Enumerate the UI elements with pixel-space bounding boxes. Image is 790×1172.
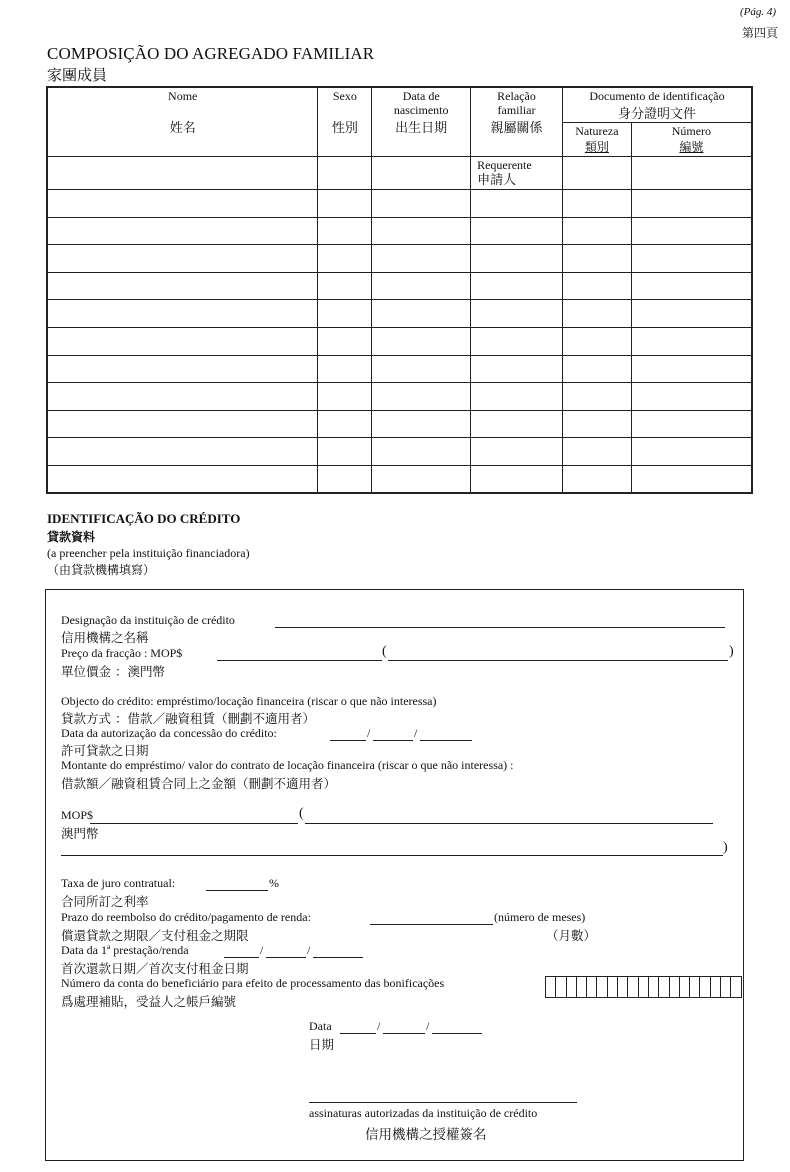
cell-doc-number[interactable] — [631, 383, 752, 411]
credit-note-zh: （由貸款機構填寫） — [47, 563, 156, 577]
table-row — [47, 465, 752, 493]
cell-name[interactable] — [47, 245, 318, 273]
header-number-pt: Número — [671, 124, 712, 138]
auth-date-label: Data da autorização da concessão do crédito: — [61, 726, 277, 740]
cell-relation[interactable] — [471, 355, 563, 383]
table-row — [47, 245, 752, 273]
cell-doc-nature[interactable] — [562, 355, 631, 383]
account-label: Número da conta do beneficiário para efeito de processamento das bonificações — [61, 976, 445, 990]
account-label-zh: 爲處理補貼，受益人之帳戶編號 — [61, 994, 237, 1009]
auth-date-month[interactable] — [373, 740, 413, 741]
price-label-zh: 單位價金 ：澳門幣 — [61, 664, 165, 679]
price-words-field[interactable] — [388, 660, 728, 661]
signature-field[interactable] — [309, 1102, 577, 1103]
cell-doc-nature[interactable] — [562, 300, 631, 328]
institution-label: Designação da instituição de crédito — [61, 613, 235, 627]
first-payment-day[interactable] — [224, 957, 259, 958]
amount-field[interactable] — [90, 823, 298, 824]
cell-doc-number[interactable] — [631, 245, 752, 273]
object-label: Objecto do crédito: empréstimo/locação financeira (riscar o que não interessa) — [61, 694, 437, 708]
cell-sex[interactable] — [318, 157, 372, 190]
cell-doc-nature[interactable] — [562, 272, 631, 300]
cell-name[interactable] — [47, 355, 318, 383]
cell-name[interactable] — [47, 157, 318, 190]
cell-name[interactable] — [47, 327, 318, 355]
header-number — [631, 123, 752, 157]
cell-relation[interactable] — [471, 465, 563, 493]
cell-dob[interactable] — [372, 383, 471, 411]
auth-date-year[interactable] — [420, 740, 472, 741]
cell-relation[interactable] — [471, 410, 563, 438]
account-number-boxes[interactable] — [545, 976, 742, 998]
cell-doc-number[interactable] — [631, 217, 752, 245]
cell-dob[interactable] — [372, 157, 471, 190]
account-digit-box[interactable] — [628, 977, 638, 997]
rate-label: Taxa de juro contratual: — [61, 876, 176, 890]
header-number-zh: 編號 — [679, 140, 704, 154]
signature-label-zh: 信用機構之授權簽名 — [365, 1127, 487, 1143]
cell-sex[interactable] — [318, 438, 372, 466]
cell-doc-nature[interactable] — [562, 245, 631, 273]
relation-applicant: Requerente — [477, 158, 532, 172]
cell-doc-number[interactable] — [631, 157, 752, 190]
account-digit-box[interactable] — [618, 977, 628, 997]
cell-name[interactable] — [47, 190, 318, 218]
table-row — [47, 190, 752, 218]
cell-name[interactable] — [47, 410, 318, 438]
cell-doc-nature[interactable] — [562, 190, 631, 218]
header-name-zh: 姓名 — [169, 121, 196, 136]
table-row — [47, 355, 752, 383]
cell-sex[interactable] — [318, 190, 372, 218]
cell-sex[interactable] — [318, 217, 372, 245]
auth-date-sep-2: / — [414, 726, 418, 740]
first-payment-month[interactable] — [266, 957, 306, 958]
auth-date-day[interactable] — [330, 740, 366, 741]
amount-words-field-2[interactable] — [61, 855, 723, 856]
rate-label-zh: 合同所訂之利率 — [61, 894, 149, 909]
cell-doc-number[interactable] — [631, 465, 752, 493]
account-digit-box[interactable] — [639, 977, 649, 997]
cell-dob[interactable] — [372, 272, 471, 300]
table-row — [47, 272, 752, 300]
cell-sex[interactable] — [318, 355, 372, 383]
cell-dob[interactable] — [372, 355, 471, 383]
cell-relation[interactable] — [471, 190, 563, 218]
header-document-pt: Documento de identificação — [589, 89, 725, 103]
table-row — [47, 157, 752, 190]
household-table — [46, 86, 753, 494]
institution-field[interactable] — [275, 627, 725, 628]
cell-relation[interactable] — [471, 272, 563, 300]
table-row — [47, 217, 752, 245]
credit-title-zh: 貸款資料 — [47, 530, 96, 544]
amount-words-field[interactable] — [305, 823, 713, 824]
cell-relation[interactable] — [471, 300, 563, 328]
term-field[interactable] — [370, 924, 493, 925]
cell-doc-nature[interactable] — [562, 217, 631, 245]
cell-relation[interactable] — [471, 245, 563, 273]
date-year[interactable] — [432, 1033, 482, 1034]
account-digit-box[interactable] — [721, 977, 731, 997]
credit-title: IDENTIFICAÇÃO DO CRÉDITO — [47, 511, 241, 526]
price-paren-close: ) — [729, 644, 734, 659]
amount-label: Montante do empréstimo/ valor do contrato de locação financeira (riscar o que não interessa) : — [61, 758, 514, 772]
cell-doc-nature[interactable] — [562, 383, 631, 411]
cell-name[interactable] — [47, 272, 318, 300]
cell-doc-number[interactable] — [631, 190, 752, 218]
amount-mop-label: MOP$ — [61, 808, 94, 822]
cell-name[interactable] — [47, 383, 318, 411]
cell-dob[interactable] — [372, 217, 471, 245]
cell-dob[interactable] — [372, 438, 471, 466]
cell-name[interactable] — [47, 465, 318, 493]
first-payment-year[interactable] — [313, 957, 363, 958]
first-payment-sep-2: / — [307, 943, 311, 957]
table-row — [47, 327, 752, 355]
cell-doc-number[interactable] — [631, 410, 752, 438]
header-relation-2: familiar — [497, 103, 536, 117]
cell-doc-nature[interactable] — [562, 465, 631, 493]
cell-doc-number[interactable] — [631, 300, 752, 328]
cell-sex[interactable] — [318, 327, 372, 355]
header-sex-pt: Sexo — [332, 89, 357, 103]
cell-doc-number[interactable] — [631, 327, 752, 355]
amount-label-zh: 借款額／融資租賃合同上之金額（刪劃不適用者） — [61, 776, 337, 791]
account-digit-box[interactable] — [567, 977, 577, 997]
header-relation — [471, 87, 563, 157]
term-label-zh: 償還貸款之期限／支付租金之期限 — [61, 928, 249, 943]
account-digit-box[interactable] — [700, 977, 710, 997]
date-sep-1: / — [377, 1019, 381, 1033]
account-digit-box[interactable] — [731, 977, 740, 997]
auth-date-sep-1: / — [367, 726, 371, 740]
header-name-pt: Nome — [168, 89, 198, 103]
signature-label: assinaturas autorizadas da instituição de crédito — [309, 1106, 538, 1120]
cell-dob[interactable] — [372, 300, 471, 328]
household-title: COMPOSIÇÃO DO AGREGADO FAMILIAR — [47, 44, 375, 63]
date-label-zh: 日期 — [309, 1037, 335, 1052]
account-digit-box[interactable] — [680, 977, 690, 997]
account-digit-box[interactable] — [597, 977, 607, 997]
header-relation-1: Relação — [497, 89, 536, 103]
header-nature-pt: Natureza — [575, 124, 619, 138]
cell-doc-nature[interactable] — [562, 327, 631, 355]
cell-doc-number[interactable] — [631, 355, 752, 383]
account-digit-box[interactable] — [608, 977, 618, 997]
page-number: (Pág. 4) — [739, 6, 776, 18]
cell-doc-number[interactable] — [631, 272, 752, 300]
amount-paren-open: ( — [299, 806, 304, 821]
cell-relation[interactable] — [471, 383, 563, 411]
first-payment-sep-1: / — [260, 943, 264, 957]
header-sex-zh: 性別 — [331, 121, 358, 136]
price-field[interactable] — [217, 660, 382, 661]
household-title-zh: 家團成員 — [47, 66, 108, 84]
cell-doc-nature[interactable] — [562, 410, 631, 438]
cell-sex[interactable] — [318, 300, 372, 328]
table-row — [47, 410, 752, 438]
cell-name[interactable] — [47, 300, 318, 328]
header-dob-2: nascimento — [393, 103, 449, 117]
cell-name[interactable] — [47, 438, 318, 466]
cell-name[interactable] — [47, 217, 318, 245]
cell-relation[interactable] — [471, 327, 563, 355]
cell-sex[interactable] — [318, 465, 372, 493]
header-dob-1: Data de — [402, 89, 440, 103]
account-digit-box[interactable] — [649, 977, 659, 997]
table-row — [47, 438, 752, 466]
cell-doc-nature[interactable] — [562, 157, 631, 190]
header-name — [47, 87, 318, 157]
date-label: Data — [309, 1019, 332, 1033]
cell-sex[interactable] — [318, 272, 372, 300]
object-label-zh: 貸款方式 ：借款／融資租賃（刪劃不適用者） — [61, 711, 315, 726]
account-digit-box[interactable] — [670, 977, 680, 997]
header-dob-zh: 出生日期 — [395, 121, 448, 136]
header-nature — [562, 123, 631, 157]
price-label: Preço da fracção : MOP$ — [61, 646, 183, 660]
term-unit: (número de meses) — [494, 910, 586, 924]
account-digit-box[interactable] — [659, 977, 669, 997]
term-label: Prazo do reembolso do crédito/pagamento de renda: — [61, 910, 311, 924]
cell-relation — [471, 157, 563, 190]
credit-note: (a preencher pela instituição financiadora) — [47, 546, 250, 560]
header-document-zh: 身分證明文件 — [617, 107, 696, 122]
rate-unit: % — [269, 876, 279, 890]
cell-doc-number[interactable] — [631, 438, 752, 466]
cell-relation[interactable] — [471, 438, 563, 466]
account-digit-box[interactable] — [587, 977, 597, 997]
price-paren-open: ( — [382, 644, 387, 659]
account-digit-box[interactable] — [711, 977, 721, 997]
cell-sex[interactable] — [318, 245, 372, 273]
account-digit-box[interactable] — [556, 977, 566, 997]
cell-dob[interactable] — [372, 190, 471, 218]
amount-mop-label-zh: 澳門幣 — [61, 826, 99, 841]
institution-label-zh: 信用機構之名稱 — [61, 630, 149, 645]
rate-field[interactable] — [206, 890, 268, 891]
date-day[interactable] — [340, 1033, 376, 1034]
page-number-zh: 第四頁 — [741, 26, 778, 40]
table-row — [47, 300, 752, 328]
account-digit-box[interactable] — [577, 977, 587, 997]
cell-doc-nature[interactable] — [562, 438, 631, 466]
amount-paren-close: ) — [723, 840, 728, 855]
account-digit-box[interactable] — [546, 977, 556, 997]
relation-applicant-zh: 申請人 — [477, 173, 517, 188]
term-unit-zh: （月數） — [546, 928, 597, 943]
cell-dob[interactable] — [372, 465, 471, 493]
header-dob — [372, 87, 471, 157]
account-digit-box[interactable] — [690, 977, 700, 997]
header-document — [562, 87, 752, 123]
header-nature-zh: 類別 — [584, 140, 609, 154]
date-month[interactable] — [383, 1033, 425, 1034]
first-payment-label-zh: 首次還款日期／首次支付租金日期 — [61, 961, 249, 976]
header-sex — [318, 87, 372, 157]
cell-relation[interactable] — [471, 217, 563, 245]
table-row — [47, 383, 752, 411]
cell-dob[interactable] — [372, 245, 471, 273]
cell-dob[interactable] — [372, 327, 471, 355]
date-sep-2: / — [426, 1019, 430, 1033]
cell-sex[interactable] — [318, 410, 372, 438]
header-relation-zh: 親屬關係 — [490, 121, 543, 136]
cell-dob[interactable] — [372, 410, 471, 438]
auth-date-label-zh: 許可貸款之日期 — [61, 743, 149, 758]
cell-sex[interactable] — [318, 383, 372, 411]
first-payment-label: Data da 1ª prestação/renda — [61, 943, 189, 957]
